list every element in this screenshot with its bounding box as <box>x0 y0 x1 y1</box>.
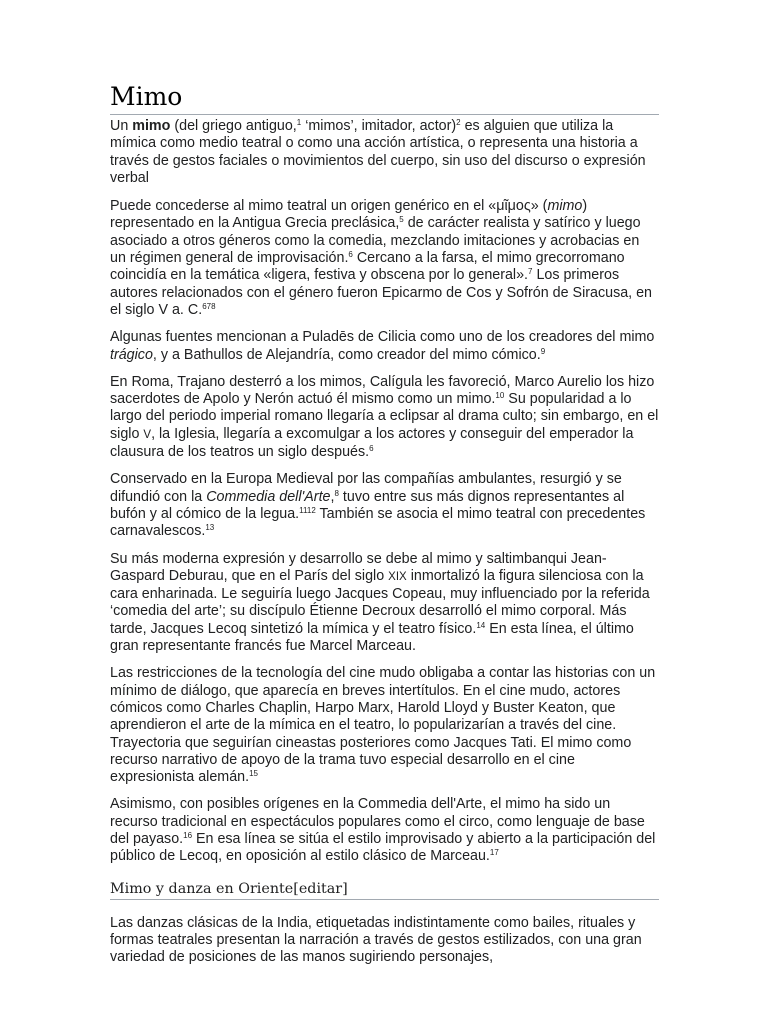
text: En esa línea se sitúa el estilo improvisado y abierto a la participación del público de Lecoq, en oposición al estilo clásico de Marceau. <box>110 830 656 865</box>
paragraph-intro <box>110 118 659 187</box>
paragraph-greek-origin <box>110 198 659 319</box>
text: Las restricciones de la tecnología del cine mudo obligaba a contar las historias con un mínimo de diálogo, que aparecía en breves intertítulos. En el cine mudo, actores cómicos como Charles Chaplin, Harpo Marx, Harold Lloyd y Buster Keaton, que aprendieron el arte de la mímica en el teatro, lo popularizarían a través del cine. Trayectoria que seguirían cineastas posteriores como Jacques Tati. El mimo como recurso narrativo de apoyo de la trama tuvo especial desarrollo en el cine expresionista alemán. <box>110 665 656 786</box>
paragraph-circus <box>110 796 659 865</box>
text: En Roma, Trajano desterró a los mimos, Calígula les favoreció, Marco Aurelio los hizo sacerdotes de Apolo y Nerón actuó él mismo como un mimo. <box>110 373 655 408</box>
reference-link[interactable]: 13 <box>205 523 215 533</box>
text: (del griego antiguo, <box>170 118 297 134</box>
paragraph-modern <box>110 551 659 656</box>
text: También se asocia el mimo teatral con precedentes carnavalescos. <box>110 505 646 540</box>
reference-link[interactable]: 10 <box>495 391 505 401</box>
reference-link[interactable]: 1 <box>296 118 302 127</box>
reference-link[interactable]: 6 <box>369 444 374 454</box>
reference-link[interactable]: 5 <box>399 215 404 225</box>
reference-link[interactable]: 7 <box>528 267 533 277</box>
century-numeral: XIX <box>388 570 407 583</box>
reference-link[interactable]: 9 <box>540 346 546 356</box>
text: , <box>330 488 335 505</box>
text: Las danzas clásicas de la India, etiquetadas indistintamente como bailes, rituales y formas teatrales presentan la narración a través de gestos estilizados, con una gran variedad de posiciones de las manos sugiriendo personajes, <box>110 914 642 966</box>
reference-link[interactable]: 17 <box>489 848 499 858</box>
reference-link[interactable]: 15 <box>249 769 258 779</box>
text: Puede concederse al mimo teatral un origen genérico en el «μῖμος» ( <box>110 198 548 215</box>
paragraph-india <box>110 915 659 967</box>
term-italic: mimo <box>547 198 583 215</box>
text: Asimismo, con posibles orígenes en la Commedia dell'Arte, el mimo ha sido un recurso tradicional en espectáculos populares como el circo, como lenguaje de base del payaso. <box>110 796 645 847</box>
text: Los primeros autores relacionados con el género fueron Epicarmo de Cos y Sofrón de Siracusa, en el siglo V a. C. <box>110 267 653 318</box>
text: ‘mimos’, imitador, actor) <box>301 118 457 134</box>
text: Un <box>110 118 133 134</box>
text: Algunas fuentes mencionan a Puladēs de Cilicia como uno de los creadores del mimo <box>110 329 655 346</box>
text: Su popularidad a lo largo del periodo imperial romano llegaría a eclipsar al drama culto; sin embargo, en el siglo <box>110 391 659 442</box>
text: ) representado en la Antigua Grecia preclásica, <box>110 198 588 232</box>
reference-link[interactable]: 8 <box>334 488 339 498</box>
text: tuvo entre sus más dignos representantes al bufón y al cómico de la legua. <box>110 488 625 522</box>
text: En esta línea, el último gran representante francés fue Marcel Marceau. <box>110 620 634 655</box>
reference-link[interactable]: 2 <box>456 118 461 127</box>
article <box>110 82 659 966</box>
reference-link[interactable]: 678 <box>202 301 216 311</box>
text: , la Iglesia, llegaría a excomulgar a los actores y conseguir del emperador la clausura de los teatros un siglo después. <box>110 425 634 461</box>
reference-link[interactable]: 14 <box>476 620 486 630</box>
text: Su más moderna expresión y desarrollo se debe al mimo y saltimbanqui Jean-Gaspard Deburau, que en el París del siglo <box>110 550 607 584</box>
edit-link[interactable]: [editar] <box>293 880 348 897</box>
term-italic: trágico <box>110 346 153 363</box>
paragraph-sources <box>110 329 659 364</box>
reference-link[interactable]: 16 <box>183 830 193 840</box>
reference-link[interactable]: 6 <box>348 250 353 260</box>
term-italic: Commedia dell'Arte <box>206 488 331 505</box>
section-heading <box>110 880 659 900</box>
paragraph-rome <box>110 374 659 461</box>
paragraph-silent-film <box>110 665 659 786</box>
text: inmortalizó la figura silenciosa con la cara enharinada. Le seguiría luego Jacques Copeau, muy influenciado por la referida ‘comedia del arte’; su discípulo Étienne Decroux desarrolló el mimo corporal. Más tarde, Jacques Lecoq sintetizó la mímica y el teatro físico. <box>110 567 650 637</box>
reference-link[interactable]: 1112 <box>299 505 316 515</box>
paragraph-medieval <box>110 471 659 540</box>
term-bold: mimo <box>132 118 171 134</box>
century-numeral: V <box>143 428 152 441</box>
text: Conservado en la Europa Medieval por las compañías ambulantes, resurgió y se difundió con la <box>110 471 622 505</box>
text: Cercano a la farsa, el mimo grecorromano coincidía en la temática «ligera, festiva y obscena por lo general». <box>110 250 625 284</box>
text: , y a Bathullos de Alejandría, como creador del mimo cómico. <box>152 346 541 363</box>
page-title: Mimo <box>110 82 659 115</box>
section-title: Mimo y danza en Oriente <box>110 880 294 897</box>
text: es alguien que utiliza la mímica como medio teatral o como una acción artística, o representa una historia a través de gestos faciales o movimientos del cuerpo, sin uso del discurso o expresión verbal <box>110 118 646 186</box>
text: de carácter realista y satírico y luego asociado a otros géneros como la comedia, mezclando imitaciones y acrobacias en un régimen general de improvisación. <box>110 215 641 267</box>
